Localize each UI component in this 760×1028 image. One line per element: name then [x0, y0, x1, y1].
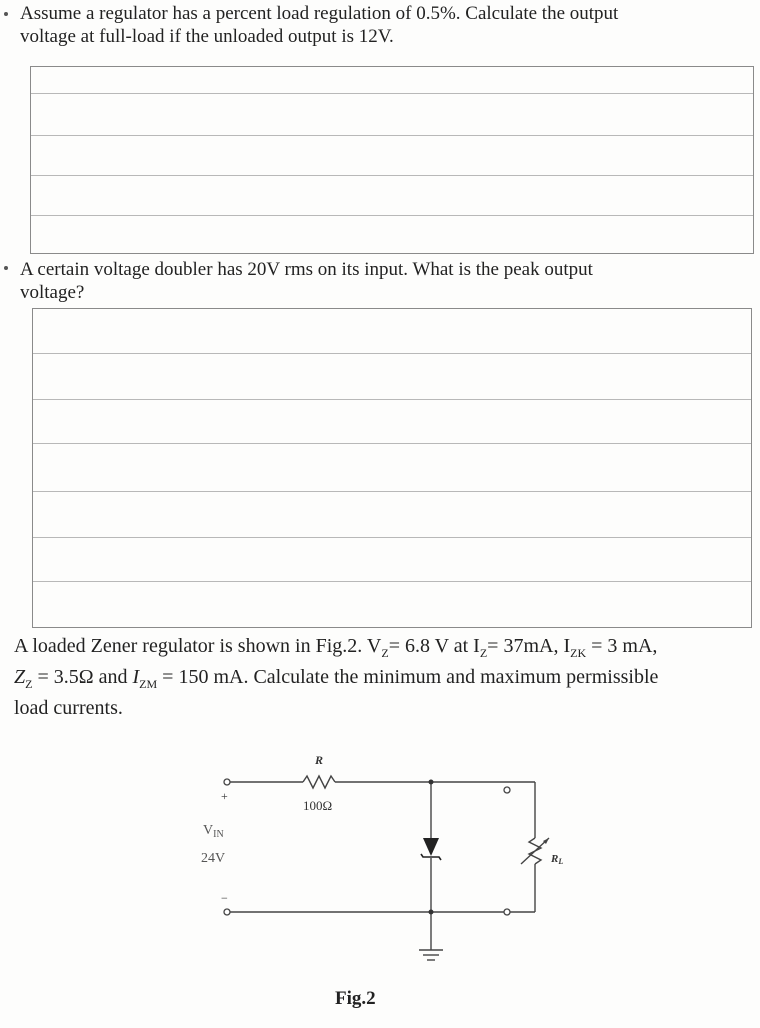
ruled-line [31, 215, 753, 216]
vz-value: = 6.8 V at [388, 635, 474, 657]
bullet-q2 [4, 266, 8, 270]
figure-caption: Fig.2 [335, 988, 376, 1009]
ruled-line [33, 399, 751, 400]
iz-subscript: Z [479, 646, 488, 660]
terminal-in-top [224, 779, 230, 785]
izm-symbol: I [132, 666, 140, 688]
zz-value: = 3.5Ω and [32, 666, 133, 688]
iz-symbol: I [473, 635, 480, 657]
zener-diode-icon [423, 838, 439, 856]
ruled-line [33, 537, 751, 538]
vz-symbol: V [366, 635, 382, 657]
terminal-out-bottom [504, 909, 510, 915]
ruled-line [31, 175, 753, 176]
zener-regulator-circuit [195, 740, 575, 980]
junction-bottom [429, 910, 434, 915]
terminal-out-top [504, 787, 510, 793]
izm-subscript: ZM [139, 677, 158, 691]
answer-box-1[interactable] [30, 66, 754, 254]
junction-top [429, 780, 434, 785]
izk-symbol: I [563, 635, 571, 657]
q2-line1: A certain voltage doubler has 20V rms on its input. What is the peak output [20, 259, 593, 280]
iz-value: = 37mA, [487, 635, 564, 657]
question-1 [20, 2, 750, 48]
vz-subscript: Z [381, 646, 389, 660]
zz-symbol: Z [14, 666, 26, 688]
ruled-line [31, 135, 753, 136]
q3-intro: A loaded Zener regulator is shown in Fig.2. [14, 635, 367, 657]
ruled-line [33, 443, 751, 444]
question-2 [20, 258, 750, 304]
terminal-in-bottom [224, 909, 230, 915]
izk-subscript: ZK [570, 646, 587, 660]
vin-label: $V_{IN}$ [203, 823, 224, 840]
q1-line2: voltage at full-load if the unloaded output is 12V. [20, 26, 394, 47]
vin-value: 24V [201, 851, 226, 866]
ruled-line [33, 581, 751, 582]
minus-sign: − [221, 891, 228, 905]
ruled-line [31, 93, 753, 94]
q3-line1 [14, 634, 754, 665]
answer-box-2[interactable] [32, 308, 752, 628]
q2-line2: voltage? [20, 282, 85, 303]
r-label: R [315, 753, 324, 767]
plus-sign: + [221, 789, 228, 803]
r-value: 100Ω [303, 798, 333, 813]
bullet-q1 [4, 12, 8, 16]
resistor-r [303, 776, 335, 788]
q1-line1: Assume a regulator has a percent load regulation of 0.5%. Calculate the output [20, 3, 619, 24]
q3-line2 [14, 665, 754, 696]
ruled-line [33, 491, 751, 492]
rl-label: RL [551, 853, 564, 866]
q3-line3: load currents. [14, 697, 123, 719]
izk-value: = 3 mA, [586, 635, 658, 657]
izm-value: = 150 mA. Calculate the minimum and maximum permissible [157, 666, 659, 688]
question-3 [14, 634, 754, 720]
zz-subscript: Z [25, 677, 33, 691]
ruled-line [33, 353, 751, 354]
